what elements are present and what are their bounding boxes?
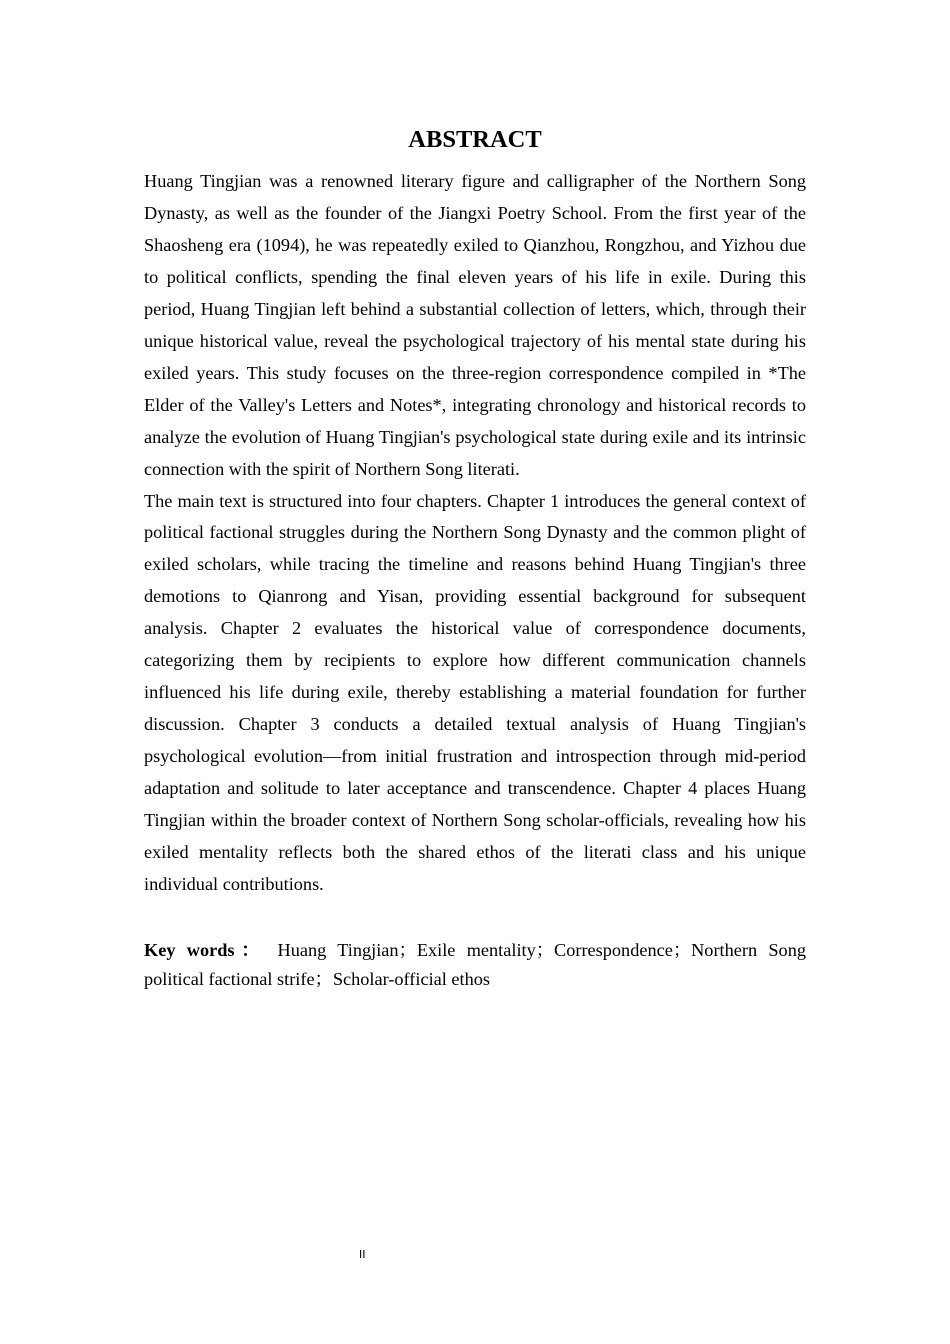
keywords-list: Huang Tingjian；Exile mentality；Correspondence；Northern Song political factional strife；Scholar-official ethos <box>144 940 806 989</box>
keywords-label: Key words： <box>144 940 267 960</box>
abstract-body <box>144 166 806 901</box>
keywords-line <box>144 936 806 994</box>
abstract-paragraph-1: Huang Tingjian was a renowned literary figure and calligrapher of the Northern Song Dynasty, as well as the founder of the Jiangxi Poetry School. From the first year of the Shaosheng era (1094), he was repeatedly exiled to Qianzhou, Rongzhou, and Yizhou due to political conflicts, spending the final eleven years of his life in exile. During this period, Huang Tingjian left behind a substantial collection of letters, which, through their unique historical value, reveal the psychological trajectory of his mental state during his exiled years. This study focuses on the three-region correspondence compiled in *The Elder of the Valley's Letters and Notes*, integrating chronology and historical records to analyze the evolution of Huang Tingjian's psychological state during exile and its intrinsic connection with the spirit of Northern Song literati. <box>144 171 806 479</box>
abstract-title: ABSTRACT <box>408 126 542 153</box>
abstract-paragraph-2: The main text is structured into four chapters. Chapter 1 introduces the general context of political factional struggles during the Northern Song Dynasty and the common plight of exiled scholars, while tracing the timeline and reasons behind Huang Tingjian's three demotions to Qianrong and Yisan, providing essential background for subsequent analysis. Chapter 2 evaluates the historical value of correspondence documents, categorizing them by recipients to explore how different communication channels influenced his life during exile, thereby establishing a material foundation for further discussion. Chapter 3 conducts a detailed textual analysis of Huang Tingjian's psychological evolution—from initial frustration and introspection through mid-period adaptation and solitude to later acceptance and transcendence. Chapter 4 places Huang Tingjian within the broader context of Northern Song scholar-officials, revealing how his exiled mentality reflects both the shared ethos of the literati class and his unique individual contributions. <box>144 490 806 894</box>
page-number: II <box>359 1248 366 1261</box>
